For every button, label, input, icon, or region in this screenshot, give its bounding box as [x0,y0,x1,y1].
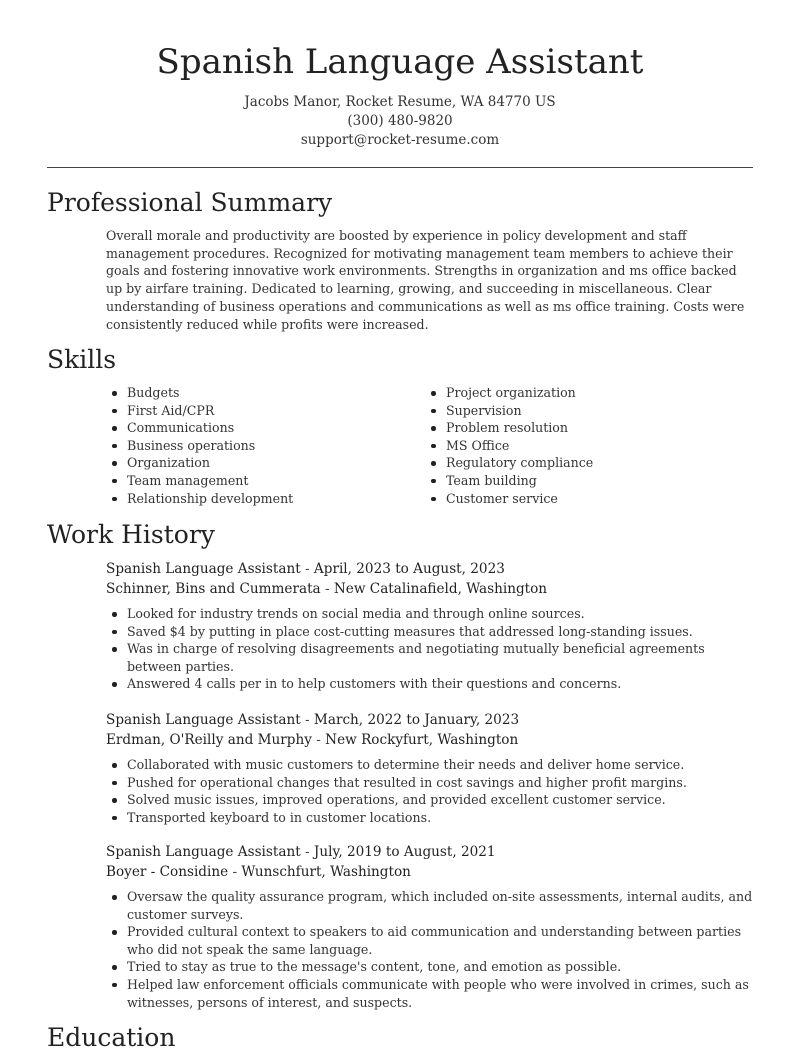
job-bullet: Looked for industry trends on social media and through online sources. [106,605,756,623]
job-bullet: Pushed for operational changes that resulted in cost savings and higher profit margins. [106,774,756,792]
contact-phone: (300) 480-9820 [347,113,453,129]
job-location: New Catalinafield, Washington [333,581,548,597]
skill-item: First Aid/CPR [106,402,406,420]
contact-email: support@rocket-resume.com [300,132,500,148]
job-separator: - [311,732,326,748]
job-bullet: Solved music issues, improved operations, and provided excellent customer service. [106,791,756,809]
job-company: Schinner, Bins and Cummerata [106,581,321,597]
job-bullet: Answered 4 calls per in to help customers with their questions and concerns. [106,675,756,693]
skill-item: Business operations [106,437,406,455]
job-company-line [106,730,756,750]
skills-list-left [106,384,406,507]
job-bullets [106,605,756,693]
job-company-line [106,579,756,599]
skill-item: Supervision [425,402,745,420]
job-bullets [106,888,756,1011]
summary-text: Overall morale and productivity are boosted by experience in policy development and staff management procedures. Recognized for motivating management team members to achieve their goals and fostering innovative work environments. Strengths in organization and ms office backed up by airfare training. Dedicated to learning, growing, and succeeding in miscellaneous. Clear understanding of business operations and communications as well as ms office training. Costs were consistently reduced while profits were increased. [106,228,745,332]
education-heading: Education [47,1023,176,1052]
skill-item: Customer service [425,490,745,508]
skill-item: MS Office [425,437,745,455]
job-dates: March, 2022 to January, 2023 [313,712,520,728]
contact-address: Jacobs Manor, Rocket Resume, WA 84770 US [244,94,556,110]
skill-item: Project organization [425,384,745,402]
skill-item: Team management [106,472,406,490]
job-bullet: Provided cultural context to speakers to aid communication and understanding between parties who did not speak the same language. [106,923,756,958]
job-title: Spanish Language Assistant [106,844,301,860]
contact-block [0,93,800,150]
job-bullet: Collaborated with music customers to determine their needs and deliver home service. [106,756,756,774]
job-location: New Rockyfurt, Washington [325,732,519,748]
job-title-line [106,710,756,730]
job-separator: - [320,581,334,597]
job-bullet: Oversaw the quality assurance program, which included on-site assessments, internal audits, and customer surveys. [106,888,756,923]
job-title-line [106,559,756,579]
job-bullet: Saved $4 by putting in place cost-cutting measures that addressed long-standing issues. [106,623,756,641]
skill-item: Communications [106,419,406,437]
job-location: Wunschfurt, Washington [241,864,411,880]
job-entry [106,710,756,826]
job-bullet: Transported keyboard to in customer locations. [106,809,756,827]
job-title-line [106,842,756,862]
job-bullets [106,756,756,826]
skill-item: Budgets [106,384,406,402]
skills-heading: Skills [47,345,117,374]
job-bullet: Was in charge of resolving disagreements and negotiating mutually beneficial agreements between parties. [106,640,756,675]
job-entry [106,842,756,1011]
job-bullet: Helped law enforcement officials communicate with people who were involved in crimes, such as witnesses, persons of interest, and suspects. [106,976,756,1011]
candidate-name: Spanish Language Assistant [156,42,644,82]
skill-item: Relationship development [106,490,406,508]
summary-heading: Professional Summary [47,188,333,217]
skill-item: Problem resolution [425,419,745,437]
job-separator: - [300,561,314,577]
job-dates: April, 2023 to August, 2023 [313,561,505,577]
job-separator: - [300,844,314,860]
job-company: Erdman, O'Reilly and Murphy [106,732,312,748]
job-company-line [106,862,756,882]
header-divider [47,167,753,168]
job-bullet: Tried to stay as true to the message's content, tone, and emotion as possible. [106,958,756,976]
job-separator: - [300,712,314,728]
skills-list-right [425,384,745,507]
job-title: Spanish Language Assistant [106,712,301,728]
skill-item: Organization [106,454,406,472]
skill-item: Regulatory compliance [425,454,745,472]
job-dates: July, 2019 to August, 2021 [313,844,496,860]
skill-item: Team building [425,472,745,490]
job-entry [106,559,756,693]
job-company: Boyer - Considine [106,864,229,880]
job-title: Spanish Language Assistant [106,561,301,577]
job-separator: - [228,864,242,880]
work-history-heading: Work History [47,520,215,549]
